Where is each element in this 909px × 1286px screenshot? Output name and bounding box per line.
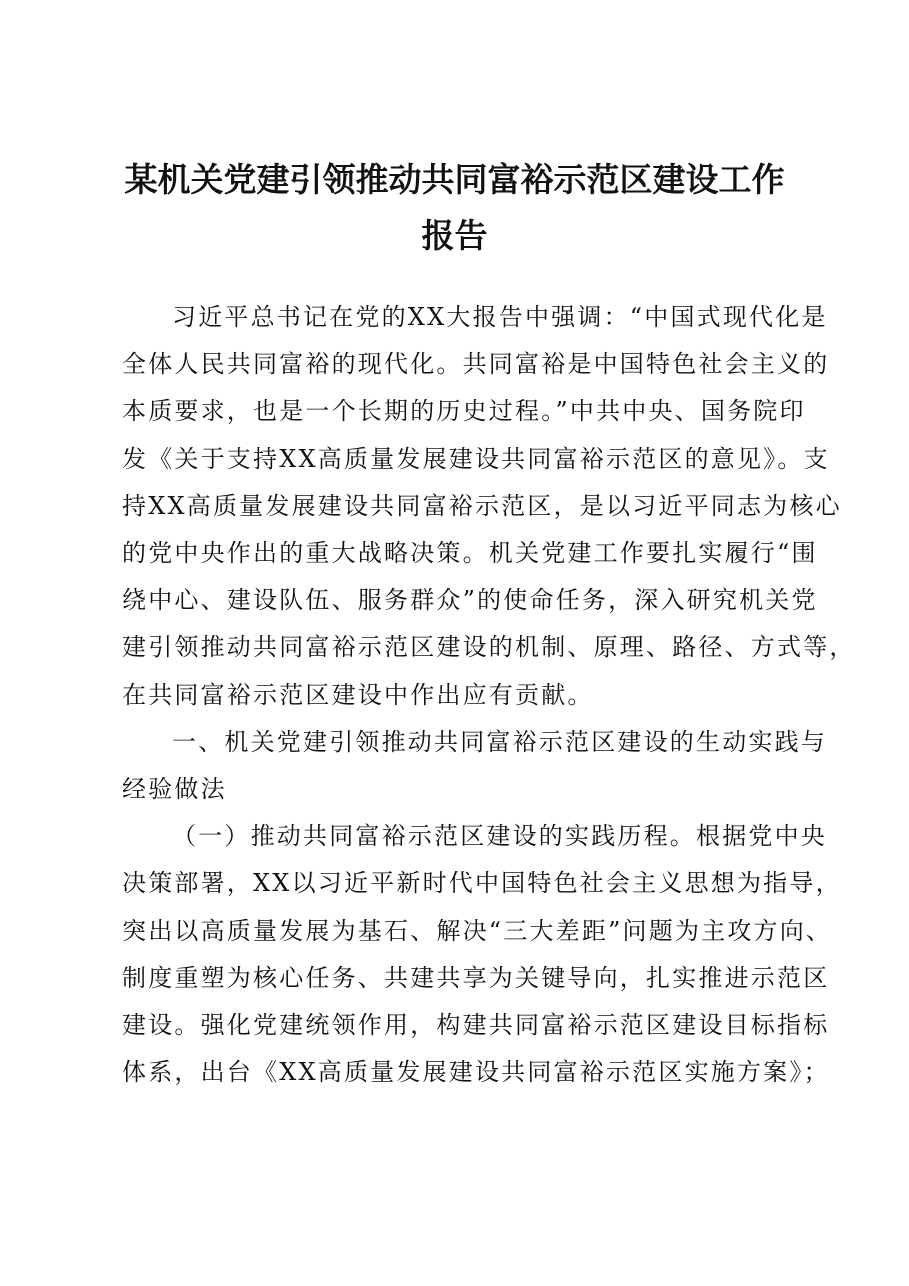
- paragraph-line: 在共同富裕示范区建设中作出应有贡献。: [122, 680, 594, 709]
- document-body: [122, 294, 856, 1096]
- paragraph-line: 决策部署，XX以习近平新时代中国特色社会主义思想为指导，: [122, 869, 842, 898]
- paragraph-line: 突出以高质量发展为基石、解决“三大差距”问题为主攻方向、: [122, 916, 833, 945]
- paragraph-line: 全体人民共同富裕的现代化。共同富裕是中国特色社会主义的: [122, 350, 830, 379]
- paragraph-line: 发《关于支持XX高质量发展建设共同富裕示范区的意见》。支: [122, 444, 830, 473]
- title-line-1: 某机关党建引领推动共同富裕示范区建设工作: [124, 160, 785, 199]
- paragraph-line: 体系，出台《XX高质量发展建设共同富裕示范区实施方案》；: [122, 1058, 830, 1087]
- paragraph-line: （一）推动共同富裕示范区建设的实践历程。根据党中央: [172, 822, 827, 851]
- paragraph-line: 建引领推动共同富裕示范区建设的机制、原理、路径、方式等，: [122, 633, 856, 662]
- paragraph-line: 本质要求，也是一个长期的历史过程。”中共中央、国务院印: [122, 397, 806, 426]
- heading-line: 经验做法: [122, 775, 227, 804]
- title-line-2: 报告: [421, 216, 488, 255]
- intro-paragraph: [122, 294, 856, 719]
- paragraph-line: 建设。强化党建统领作用，构建共同富裕示范区建设目标指标: [122, 1011, 830, 1040]
- heading-line: 一、机关党建引领推动共同富裕示范区建设的生动实践与: [172, 727, 827, 756]
- paragraph-line: 绕中心、建设队伍、服务群众”的使命任务，深入研究机关党: [122, 586, 818, 615]
- paragraph-line: 习近平总书记在党的XX大报告中强调：“中国式现代化是: [172, 303, 828, 331]
- paragraph-line: 的党中央作出的重大战略决策。机关党建工作要扎实履行“围: [122, 539, 818, 568]
- document-title: [100, 152, 809, 264]
- paragraph-line: 制度重塑为核心任务、共建共享为关键导向，扎实推进示范区: [122, 963, 830, 992]
- subsection-paragraph: [122, 813, 842, 1096]
- section-heading: [122, 719, 827, 813]
- paragraph-line: 持XX高质量发展建设共同富裕示范区，是以习近平同志为核心: [122, 491, 842, 520]
